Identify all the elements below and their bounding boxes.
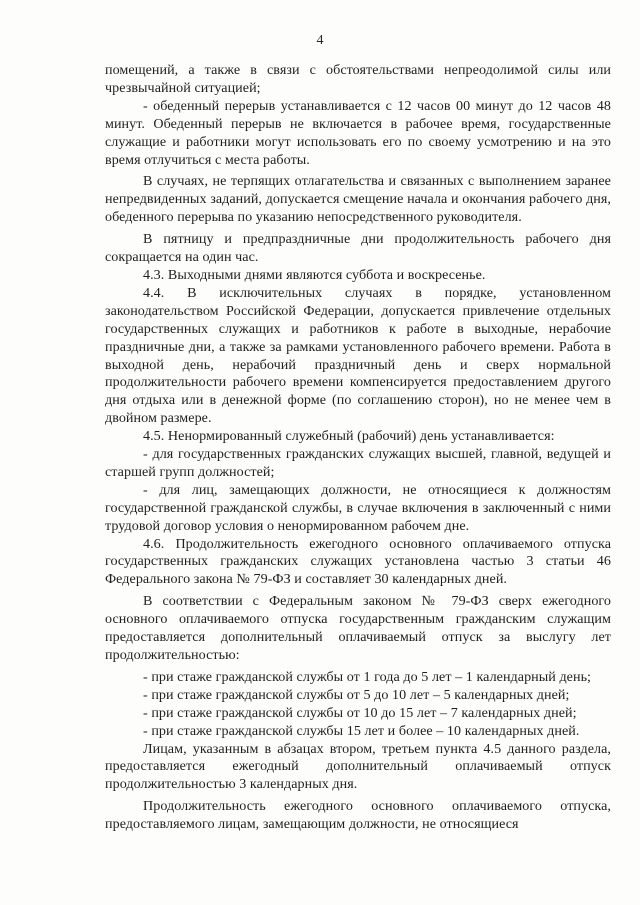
paragraph-4-3: 4.3. Выходными днями являются суббота и воскресенье.: [143, 266, 486, 283]
paragraph-persons-leave: Лицам, указанным в абзацах втором, третьем пункта 4.5 данного раздела, предоставляется ежегодный дополнительный оплачиваемый отпуск продолжительностью 3 календарных дня.: [105, 740, 611, 793]
paragraph-4-5-item-2: - для лиц, замещающих должности, не относящиеся к должностям государственной гражданской службы, в случае включения в заключенный с ними трудовой договор условия о ненормированном рабочем дне.: [105, 481, 611, 534]
paragraph-lunch-break: - обеденный перерыв устанавливается с 12 часов 00 минут до 12 часов 48 минут. Обеденный перерыв не включается в рабочее время, государственные служащие и работники могут использовать его по своему усмотрению и на это время отлучиться с места работы.: [105, 97, 611, 168]
list-item-10-15-years: - при стаже гражданской службы от 10 до 15 лет – 7 календарных дней;: [143, 704, 577, 721]
paragraph-additional-leave: В соответствии с Федеральным законом № 79-ФЗ сверх ежегодного основного оплачиваемого отпуска государственным гражданским служащим предоставляется дополнительный оплачиваемый отпуск за выслугу лет продолжительностью:: [105, 593, 611, 663]
paragraph-4-5: 4.5. Ненормированный служебный (рабочий) день устанавливается:: [143, 428, 555, 445]
paragraph-4-6: 4.6. Продолжительность ежегодного основного оплачиваемого отпуска государственных гражданских служащих установлена частью 3 статьи 46 Федерального закона № 79-ФЗ и составляет 30 календарных дней.: [105, 535, 611, 588]
paragraph-4-4: 4.4. В исключительных случаях в порядке, установленном законодательством Российской Федерации, допускается привлечение отдельных государственных служащих и работников к работе в выходные, нерабочие праздничные дни, а также за рамками установленного рабочего времени. Работа в выходной день, нерабочий праздничный день и сверх нормальной продолжительности рабочего времени компенсируется предоставлением другого дня отдыха или в денежной форме (по соглашению сторон), но не менее чем в двойном размере.: [105, 284, 611, 427]
paragraph-4-5-item-1: - для государственных гражданских служащих высшей, главной, ведущей и старшей групп должностей;: [105, 446, 611, 480]
list-item-15-plus-years: - при стаже гражданской службы 15 лет и более – 10 календарных дней.: [143, 722, 580, 739]
paragraph-premises: помещений, а также в связи с обстоятельствами непреодолимой силы или чрезвычайной ситуацией;: [105, 62, 611, 96]
page-number: 4: [316, 33, 324, 48]
list-item-5-10-years: - при стаже гражданской службы от 5 до 10 лет – 5 календарных дней;: [143, 686, 570, 703]
document-body: [105, 62, 611, 834]
list-item-1-5-years: - при стаже гражданской службы от 1 года до 5 лет – 1 календарный день;: [143, 668, 592, 685]
paragraph-leave-duration: Продолжительность ежегодного основного оплачиваемого отпуска, предоставляемого лицам, замещающим должности, не относящиеся: [105, 798, 611, 833]
paragraph-urgent-cases: В случаях, не терпящих отлагательства и связанных с выполнением заранее непредвиденных заданий, допускается смещение начала и окончания рабочего дня, обеденного перерыва по указанию непосредственного руководителя.: [105, 173, 611, 226]
paragraph-friday: В пятницу и предпраздничные дни продолжительность рабочего дня сокращается на один час.: [105, 231, 611, 266]
